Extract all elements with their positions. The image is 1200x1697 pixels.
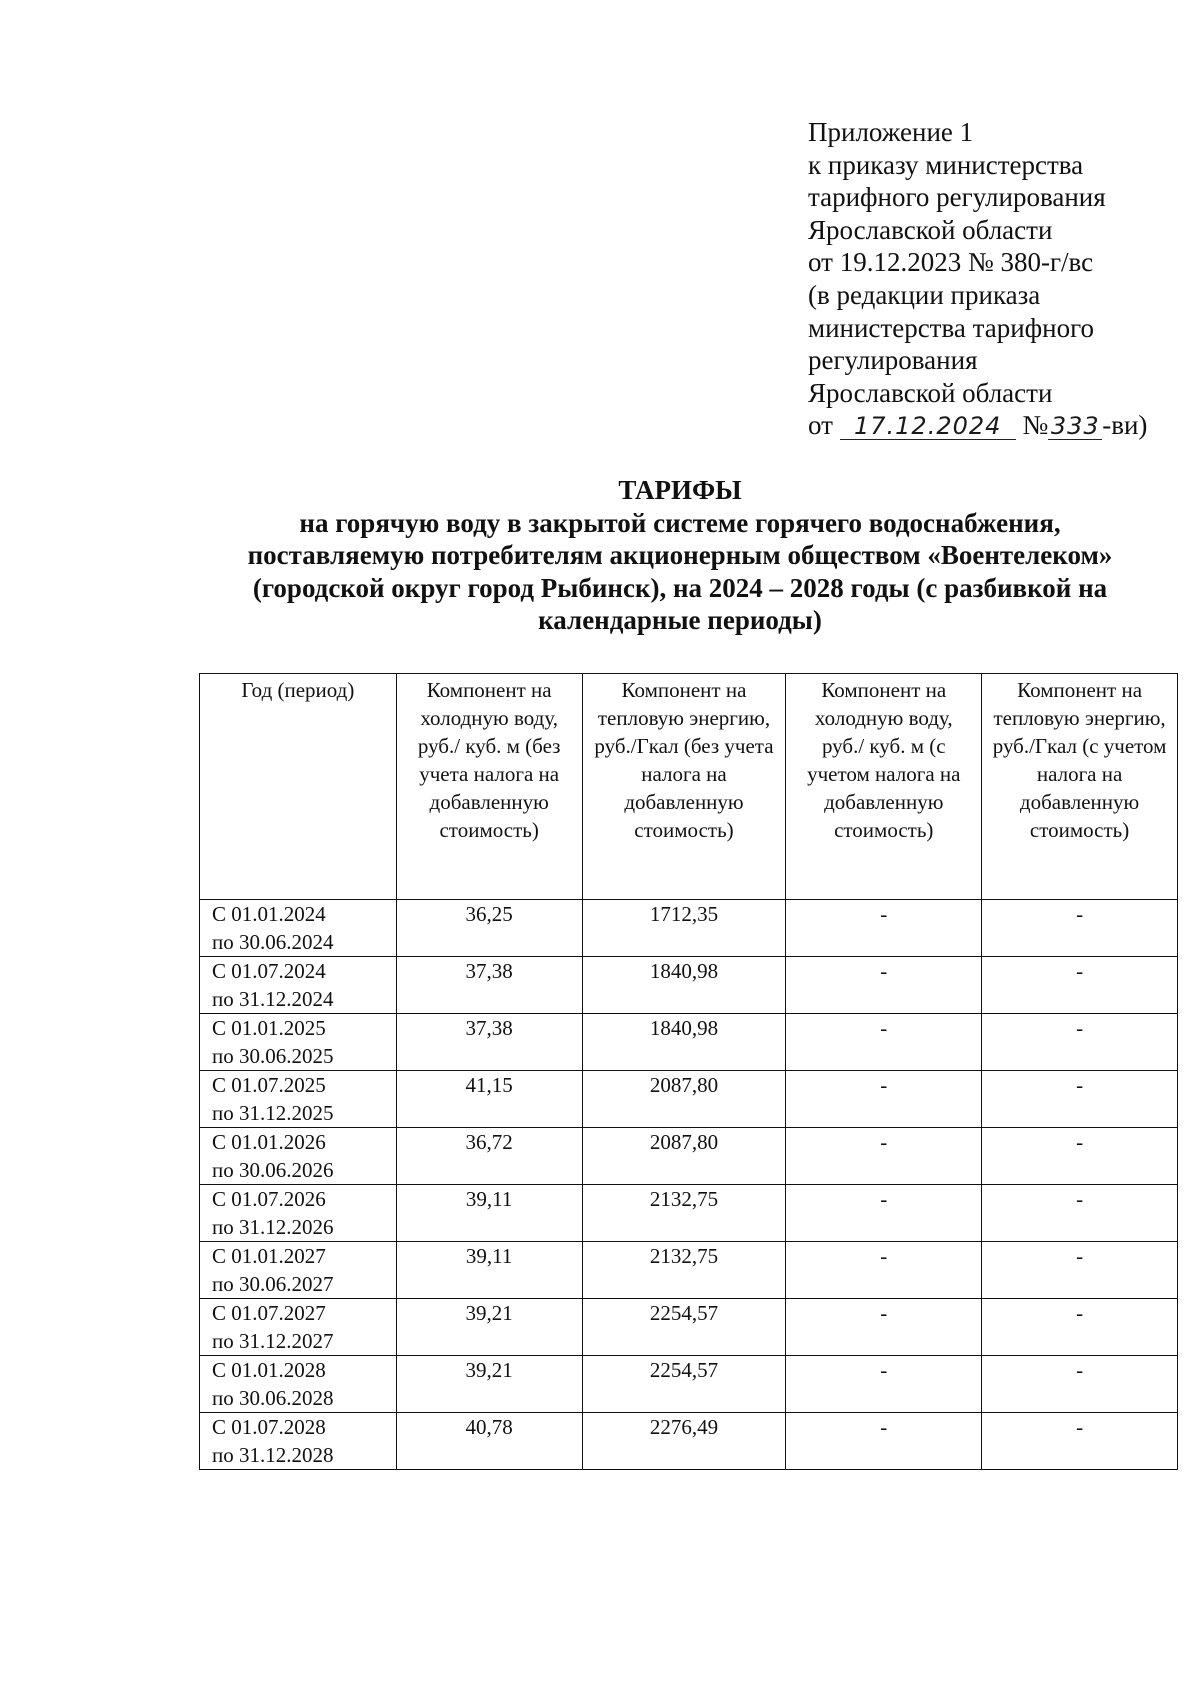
cold-water-cell: 37,38: [396, 1014, 582, 1071]
appendix-line: к приказу министерства: [808, 149, 1084, 180]
table-row: [200, 1014, 1178, 1071]
heat-energy-vat-cell: -: [982, 1128, 1178, 1185]
heat-energy-cell: 2276,49: [582, 1413, 786, 1470]
period-to: по 30.06.2025: [212, 1044, 334, 1068]
period-cell: [200, 1014, 397, 1071]
table-row: [200, 957, 1178, 1014]
appendix-line: Ярославской области: [808, 377, 1053, 408]
period-to: по 31.12.2026: [212, 1215, 334, 1239]
period-from: С 01.07.2024: [212, 959, 326, 983]
heat-energy-cell: 2254,57: [582, 1299, 786, 1356]
period-from: С 01.01.2026: [212, 1130, 326, 1154]
cold-water-vat-cell: -: [786, 1356, 982, 1413]
period-to: по 31.12.2027: [212, 1329, 334, 1353]
period-to: по 30.06.2027: [212, 1272, 334, 1296]
cold-water-vat-cell: -: [786, 1071, 982, 1128]
cold-water-cell: 39,11: [396, 1242, 582, 1299]
title-line: календарные периоды): [538, 605, 822, 635]
period-cell: [200, 1413, 397, 1470]
period-to: по 31.12.2024: [212, 987, 334, 1011]
appendix-line: министерства тарифного: [808, 312, 1095, 343]
cold-water-vat-cell: -: [786, 1014, 982, 1071]
appendix-line: Приложение 1: [808, 117, 974, 147]
period-from: С 01.07.2026: [212, 1187, 326, 1211]
header-heat-energy: Компонент на тепловую энергию, руб./Гкал (без учета налога на добавленную стоимость): [582, 674, 786, 900]
document-title: [180, 474, 1180, 637]
appendix-line: тарифного регулирования: [808, 182, 1106, 213]
period-cell: [200, 1071, 397, 1128]
period-to: по 30.06.2028: [212, 1386, 334, 1410]
cold-water-cell: 37,38: [396, 957, 582, 1014]
header-period: Год (период): [200, 674, 397, 900]
appendix-line: Ярославской области: [808, 214, 1053, 245]
appendix-line: от 19.12.2023 № 380-г/вс: [808, 247, 1094, 278]
appendix-block: [808, 116, 1188, 442]
amendment-suffix: -ви): [1102, 410, 1148, 441]
number-sign: №: [1022, 410, 1049, 441]
heat-energy-vat-cell: -: [982, 1071, 1178, 1128]
period-to: по 31.12.2028: [212, 1443, 334, 1467]
title-line: (городской округ город Рыбинск), на 2024 – 2028 годы (с разбивкой на: [252, 572, 1108, 603]
period-to: по 30.06.2026: [212, 1158, 334, 1182]
period-from: С 01.01.2024: [212, 902, 326, 926]
period-from: С 01.01.2028: [212, 1358, 326, 1382]
appendix-line: регулирования: [808, 345, 978, 376]
title-line: поставляемую потребителям акционерным обществом «Воентелеком»: [247, 540, 1113, 570]
cold-water-cell: 40,78: [396, 1413, 582, 1470]
tariff-table: [199, 673, 1178, 1470]
cold-water-cell: 39,21: [396, 1356, 582, 1413]
appendix-line: (в редакции приказа: [808, 279, 1041, 310]
heat-energy-cell: 2132,75: [582, 1185, 786, 1242]
period-cell: [200, 1356, 397, 1413]
cold-water-cell: 36,25: [396, 900, 582, 957]
cold-water-vat-cell: -: [786, 1185, 982, 1242]
title-line: на горячую воду в закрытой системе горячего водоснабжения,: [299, 507, 1061, 538]
header-cold-water-vat: Компонент на холодную воду, руб./ куб. м (с учетом налога на добавленную стоимость): [786, 674, 982, 900]
period-from: С 01.07.2025: [212, 1073, 326, 1097]
period-cell: [200, 1242, 397, 1299]
period-cell: [200, 957, 397, 1014]
heat-energy-cell: 1840,98: [582, 957, 786, 1014]
heat-energy-vat-cell: -: [982, 1356, 1178, 1413]
period-from: С 01.07.2027: [212, 1301, 326, 1325]
heat-energy-vat-cell: -: [982, 957, 1178, 1014]
heat-energy-cell: 2254,57: [582, 1356, 786, 1413]
period-from: С 01.01.2025: [212, 1016, 326, 1040]
cold-water-cell: 39,21: [396, 1299, 582, 1356]
table-row: [200, 1242, 1178, 1299]
period-cell: [200, 1185, 397, 1242]
table-row: [200, 1356, 1178, 1413]
cold-water-vat-cell: -: [786, 1413, 982, 1470]
heat-energy-cell: 2087,80: [582, 1071, 786, 1128]
table-row: [200, 1128, 1178, 1185]
period-cell: [200, 1299, 397, 1356]
cold-water-cell: 36,72: [396, 1128, 582, 1185]
period-to: по 31.12.2025: [212, 1101, 334, 1125]
heat-energy-vat-cell: -: [982, 900, 1178, 957]
table-row: [200, 1071, 1178, 1128]
period-to: по 30.06.2024: [212, 930, 334, 954]
heat-energy-vat-cell: -: [982, 1299, 1178, 1356]
cold-water-vat-cell: -: [786, 1242, 982, 1299]
heat-energy-cell: 2132,75: [582, 1242, 786, 1299]
cold-water-cell: 39,11: [396, 1185, 582, 1242]
heat-energy-cell: 2087,80: [582, 1128, 786, 1185]
amendment-prefix: от: [808, 410, 833, 441]
cold-water-cell: 41,15: [396, 1071, 582, 1128]
title-heading: ТАРИФЫ: [618, 475, 742, 505]
cold-water-vat-cell: -: [786, 1128, 982, 1185]
heat-energy-vat-cell: -: [982, 1185, 1178, 1242]
period-cell: [200, 900, 397, 957]
cold-water-vat-cell: -: [786, 957, 982, 1014]
table-row: [200, 1413, 1178, 1470]
amendment-line: [808, 409, 1188, 442]
cold-water-vat-cell: -: [786, 1299, 982, 1356]
table-row: [200, 1185, 1178, 1242]
heat-energy-cell: 1712,35: [582, 900, 786, 957]
period-cell: [200, 1128, 397, 1185]
handwritten-date: 17.12.2024: [840, 413, 1016, 440]
period-from: С 01.01.2027: [212, 1244, 326, 1268]
heat-energy-vat-cell: -: [982, 1413, 1178, 1470]
heat-energy-cell: 1840,98: [582, 1014, 786, 1071]
table-header-row: [200, 674, 1178, 900]
heat-energy-vat-cell: -: [982, 1242, 1178, 1299]
table-row: [200, 1299, 1178, 1356]
heat-energy-vat-cell: -: [982, 1014, 1178, 1071]
table-row: [200, 900, 1178, 957]
handwritten-number: 333: [1048, 413, 1102, 440]
cold-water-vat-cell: -: [786, 900, 982, 957]
period-from: С 01.07.2028: [212, 1415, 326, 1439]
header-heat-energy-vat: Компонент на тепловую энергию, руб./Гкал (с учетом налога на добавленную стоимость): [982, 674, 1178, 900]
header-cold-water: Компонент на холодную воду, руб./ куб. м (без учета налога на добавленную стоимость): [396, 674, 582, 900]
